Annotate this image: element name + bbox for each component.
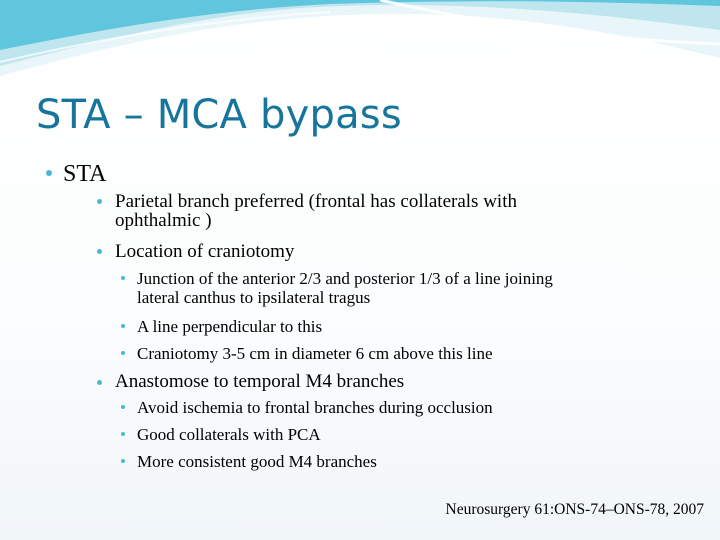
bullet-icon (121, 276, 125, 280)
bullet-text: Junction of the anterior 2/3 and posterior 1/3 of a line joining (137, 269, 553, 288)
bullet-icon (121, 324, 125, 328)
bullet-icon (97, 380, 102, 385)
bullet-text: More consistent good M4 branches (137, 452, 377, 471)
bullet-icon (46, 170, 52, 176)
bullet-item (137, 344, 493, 363)
bullet-item (137, 317, 322, 336)
bullet-text: Parietal branch preferred (frontal has collaterals with (115, 191, 517, 212)
bullet-text: STA (63, 161, 107, 187)
bullet-icon (121, 351, 125, 355)
citation: Neurosurgery 61:ONS-74–ONS-78, 2007 (445, 501, 704, 518)
slide-title: STA – MCA bypass (36, 92, 402, 138)
bullet-icon (121, 432, 125, 436)
bullet-item (137, 269, 553, 307)
bullet-icon (97, 199, 102, 204)
bullet-icon (97, 249, 102, 254)
bullet-icon (121, 459, 125, 463)
bullet-item (137, 425, 321, 444)
bullet-text: Craniotomy 3-5 cm in diameter 6 cm above this line (137, 344, 493, 363)
bullet-item (115, 192, 517, 230)
bullet-item (115, 372, 404, 391)
bullet-text-continued: lateral canthus to ipsilateral tragus (137, 288, 371, 307)
bullet-text: Location of craniotomy (115, 241, 295, 262)
bullet-item (63, 162, 106, 186)
bullet-text: A line perpendicular to this (137, 317, 323, 336)
bullet-text: Good collaterals with PCA (137, 425, 321, 444)
bullet-icon (121, 405, 125, 409)
bullet-text: Anastomose to temporal M4 branches (115, 371, 405, 392)
bullet-item (137, 452, 377, 471)
bullet-item (115, 242, 294, 261)
bullet-item (137, 398, 493, 417)
bullet-text-continued: ophthalmic ) (115, 210, 212, 231)
bullet-text: Avoid ischemia to frontal branches during occlusion (137, 398, 493, 417)
